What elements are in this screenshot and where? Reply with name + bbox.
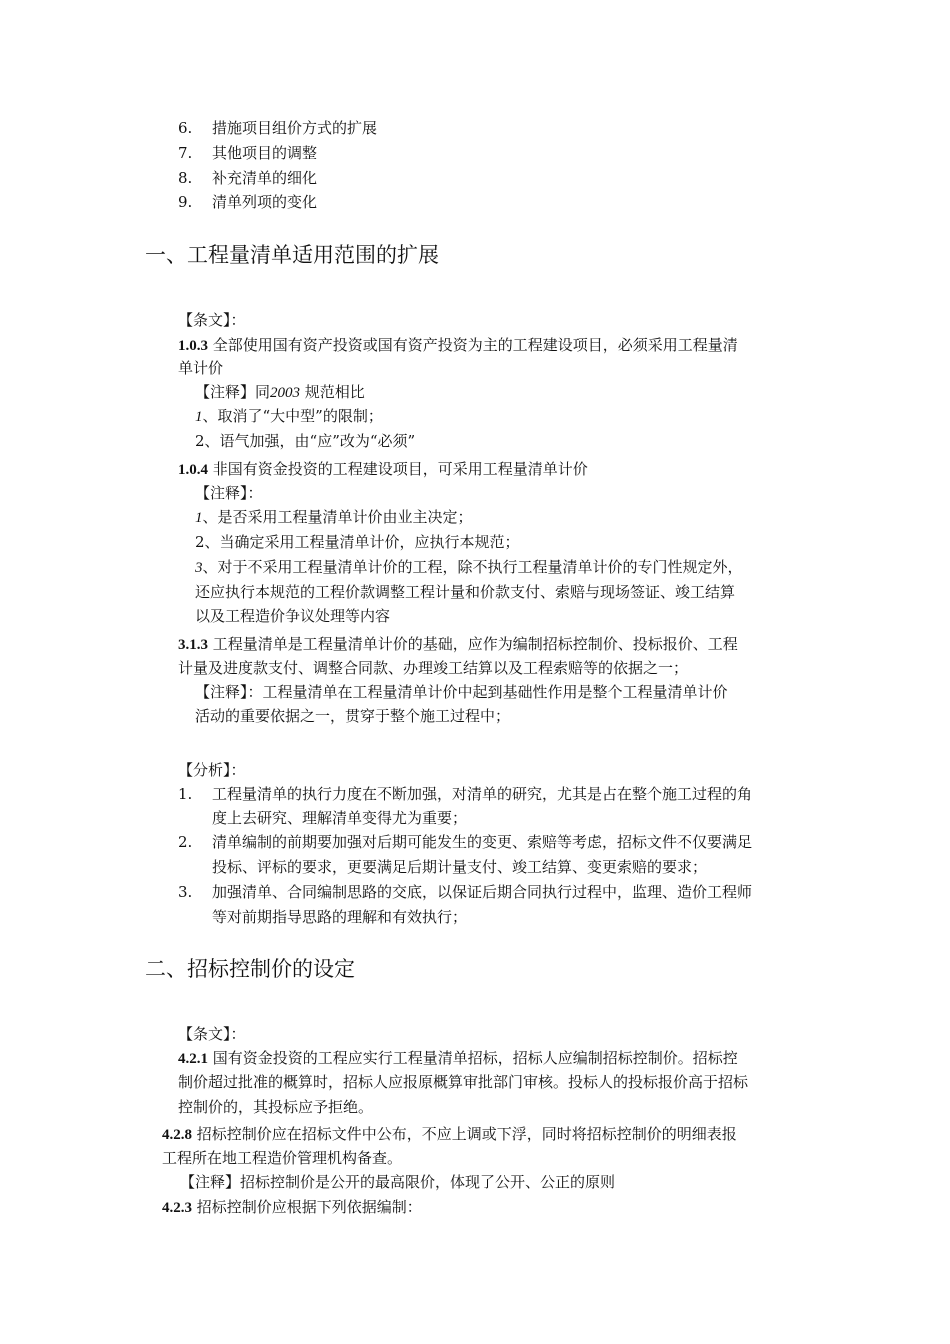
clause-1-0-4	[178, 459, 588, 480]
note-4-2-8: 【注释】招标控制价是公开的最高限价，体现了公开、公正的原则	[180, 1173, 616, 1191]
list-number: 2.	[178, 833, 193, 851]
note-item	[195, 507, 473, 528]
list-number: 1.	[178, 785, 193, 803]
note-item-number: 2	[195, 533, 205, 551]
list-text: 清单列项的变化	[212, 193, 318, 211]
note-3-1-3: 【注释】：工程量清单在工程量清单计价中起到基础性作用是整个工程量清单计价	[195, 683, 728, 701]
note-prefix: 【注释】同	[195, 383, 271, 401]
list-text: 其他项目的调整	[212, 144, 318, 162]
list-item	[178, 192, 317, 212]
clause-1-0-3	[178, 335, 738, 356]
clause-4-2-1	[178, 1048, 738, 1069]
clause-text: 全部使用国有资产投资或国有资产投资为主的工程建设项目，必须采用工程量清	[212, 336, 738, 354]
clause-text: 招标控制价应根据下列依据编制：	[196, 1198, 422, 1216]
analysis-text: 工程量清单的执行力度在不断加强，对清单的研究，尤其是占在整个施工过程的角	[212, 785, 753, 803]
clause-4-2-8	[162, 1124, 737, 1145]
clause-text: 国有资金投资的工程应实行工程量清单招标，招标人应编制招标控制价。招标控	[212, 1049, 738, 1067]
note-1-0-3	[195, 382, 365, 403]
analysis-item	[178, 784, 752, 804]
note-year: 2003	[270, 385, 301, 401]
clause-code: 1.0.4	[178, 462, 208, 478]
note-item-text: 、取消了“大中型”的限制；	[202, 407, 383, 425]
analysis-text-cont: 度上去研究、理解清单变得尤为重要；	[212, 809, 468, 827]
clause-text: 招标控制价应在招标文件中公布，不应上调或下浮，同时将招标控制价的明细表报	[196, 1125, 737, 1143]
clause-text-cont: 制价超过批准的概算时，招标人应报原概算审批部门审核。投标人的投标报价高于招标	[178, 1073, 749, 1091]
note-item-number: 2	[195, 432, 205, 450]
note-3-1-3-cont: 活动的重要依据之一，贯穿于整个施工过程中；	[195, 707, 511, 725]
clause-text-cont: 工程所在地工程造价管理机构备查。	[162, 1149, 403, 1167]
note-label: 【注释】：	[195, 484, 263, 502]
clause-3-1-3	[178, 634, 738, 655]
tiaowen-label: 【条文】：	[178, 311, 246, 329]
clause-code: 3.1.3	[178, 637, 208, 653]
section-heading-1: 一、工程量清单适用范围的扩展	[145, 243, 439, 267]
note-item-cont: 以及工程造价争议处理等内容	[195, 607, 391, 625]
note-item-text: 、是否采用工程量清单计价由业主决定；	[202, 508, 473, 526]
list-number: 3.	[178, 883, 193, 901]
clause-text-cont: 控制价的，其投标应予拒绝。	[178, 1098, 374, 1116]
note-item-text: 、对于不采用工程量清单计价的工程，除不执行工程量清单计价的专门性规定外，	[202, 558, 743, 576]
list-item	[178, 143, 317, 163]
clause-text: 工程量清单是工程量清单计价的基础，应作为编制招标控制价、投标报价、工程	[212, 635, 738, 653]
list-text: 补充清单的细化	[212, 169, 318, 187]
analysis-label: 【分析】：	[178, 761, 246, 779]
list-number: 8.	[178, 169, 193, 187]
note-item-text: 、语气加强，由“应”改为“必须”	[204, 432, 416, 450]
analysis-item	[178, 832, 752, 852]
clause-4-2-3	[162, 1197, 422, 1218]
note-suffix: 规范相比	[304, 383, 365, 401]
clause-code: 4.2.8	[162, 1127, 192, 1143]
note-item-number: 1	[195, 409, 203, 425]
list-item	[178, 168, 317, 188]
list-number: 6.	[178, 119, 193, 137]
note-item	[195, 557, 743, 578]
note-item-number: 1	[195, 510, 203, 526]
list-number: 7.	[178, 144, 193, 162]
analysis-text: 加强清单、合同编制思路的交底，以保证后期合同执行过程中，监理、造价工程师	[212, 883, 753, 901]
tiaowen-label: 【条文】：	[178, 1025, 246, 1043]
analysis-text: 清单编制的前期要加强对后期可能发生的变更、索赔等考虑，招标文件不仅要满足	[212, 833, 753, 851]
note-item-text: 、当确定采用工程量清单计价，应执行本规范；	[204, 533, 520, 551]
note-item-number: 3	[195, 560, 203, 576]
section-heading-2: 二、招标控制价的设定	[145, 957, 355, 981]
list-item	[178, 118, 377, 138]
note-item	[195, 406, 383, 427]
analysis-text-cont: 等对前期指导思路的理解和有效执行；	[212, 908, 468, 926]
note-item-cont: 还应执行本规范的工程价款调整工程计量和价款支付、索赔与现场签证、竣工结算	[195, 583, 736, 601]
clause-code: 4.2.3	[162, 1200, 192, 1216]
clause-text-cont: 计量及进度款支付、调整合同款、办理竣工结算以及工程索赔等的依据之一；	[178, 659, 689, 677]
clause-code: 1.0.3	[178, 338, 208, 354]
list-text: 措施项目组价方式的扩展	[212, 119, 378, 137]
analysis-text-cont: 投标、评标的要求，更要满足后期计量支付、竣工结算、变更索赔的要求；	[212, 858, 708, 876]
list-number: 9.	[178, 193, 193, 211]
note-item	[195, 532, 520, 552]
analysis-item	[178, 882, 752, 902]
clause-code: 4.2.1	[178, 1051, 208, 1067]
clause-text-cont: 单计价	[178, 359, 224, 377]
clause-text: 非国有资金投资的工程建设项目，可采用工程量清单计价	[212, 460, 588, 478]
note-item	[195, 431, 415, 451]
